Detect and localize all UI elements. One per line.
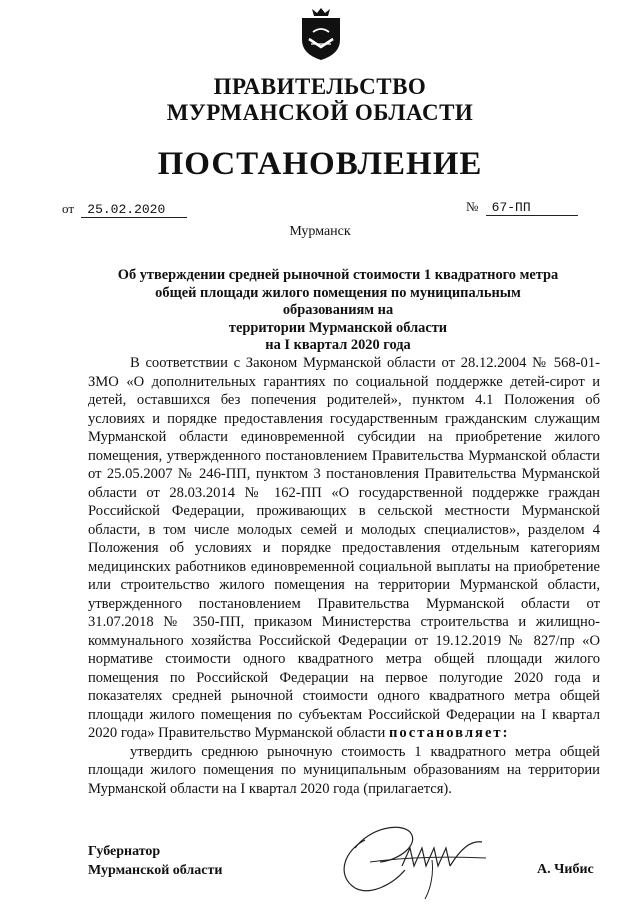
coat-of-arms-icon: [298, 6, 344, 62]
signer-title-line2: Мурманской области: [88, 863, 223, 878]
document-date: 25.02.2020: [81, 202, 187, 218]
subject-line1: Об утверждении средней рыночной стоимости 1 квадратного метра: [117, 267, 559, 283]
signer-title: [88, 842, 222, 880]
document-number: 67-ПП: [486, 200, 578, 216]
body-paragraph-1: [88, 354, 600, 743]
government-title: [0, 74, 640, 126]
resolution-emphasis: постановляет:: [389, 725, 510, 741]
signer-name: А. Чибис: [537, 862, 594, 877]
city: Мурманск: [289, 224, 351, 239]
subject-line2: общей площади жилого помещения по муниципальным образованиям на: [155, 284, 521, 318]
government-title-line1: ПРАВИТЕЛЬСТВО: [213, 74, 427, 99]
number-prefix: №: [466, 199, 479, 214]
subject-line4: на I квартал 2020 года: [265, 337, 411, 353]
document-subject: [110, 267, 566, 355]
document-body: [88, 354, 600, 798]
document-type: ПОСТАНОВЛЕНИЕ: [157, 146, 483, 182]
handwritten-signature-icon: [310, 800, 495, 900]
body-paragraph-2: утвердить среднюю рыночную стоимость 1 квадратного метра общей площади жилого помещения по муниципальным образованиям на территории Мурманской области на I квартал 2020 года (прилагается).: [88, 743, 600, 797]
body-paragraph-1-text: В соответствии с Законом Мурманской области от 28.12.2004 № 568-01-ЗМО «О дополнительных гарантиях по социальной поддержке детей-сирот и детей, оставшихся без попечения родителей», пунктом 4.1 Положения об условиях и порядке предоставления государственным гражданским служащим Мурманской области единовременной субсидии на приобретение жилого помещения, утвержденного постановлением Правительства Мурманской области от 25.05.2007 № 246-ПП, пунктом 3 постановления Правительства Мурманской области от 28.03.2014 № 162-ПП «О государственной поддержке граждан Российской Федерации, проживающих в сельской местности Мурманской области, в том числе молодых семей и молодых специалистов», разделом 4 Положения об условиях и порядке предоставления отдельным категориям медицинских работников единовременной социальной выплаты на приобретение или строительство жилого помещения на территории Мурманской области, утвержденного постановлением Правительства Мурманской области от 31.07.2018 № 350-ПП, приказом Министерства строительства и жилищно-коммунального хозяйства Российской Федерации от 19.12.2019 № 827/пр «О нормативе стоимости одного квадратного метра общей площади жилого помещения по Российской Федерации на первое полугодие 2020 года и показателях средней рыночной стоимости одного квадратного метра общей площади жилого помещения по субъектам Российской Федерации на I квартал 2020 года» Правительство Мурманской области: [88, 355, 600, 741]
date-row: [62, 201, 187, 218]
subject-line3: территории Мурманской области: [228, 319, 448, 336]
number-row: [466, 199, 578, 216]
signer-title-line1: Губернатор: [88, 844, 161, 859]
government-title-line2: МУРМАНСКОЙ ОБЛАСТИ: [166, 100, 474, 125]
date-prefix: от: [62, 201, 75, 216]
